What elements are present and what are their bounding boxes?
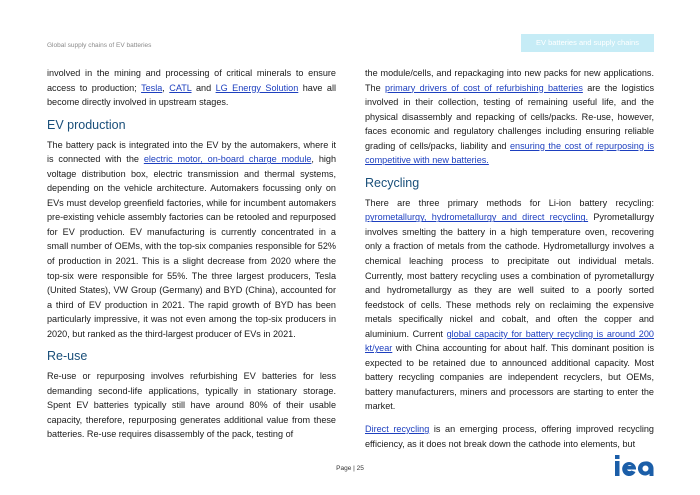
link-electric-motor[interactable]: electric motor, on-board charge module	[143, 154, 312, 165]
heading-recycling: Recycling	[365, 175, 420, 190]
page-number: Page | 25	[336, 465, 364, 472]
text-run: is an emerging process, offering improved recycling efficiency, as it does not break down the cathode into elements, but	[365, 424, 654, 449]
link-catl[interactable]: CATL	[169, 82, 192, 93]
link-direct-recycling[interactable]: Direct recycling	[365, 424, 430, 435]
logo-e	[622, 462, 636, 476]
text-run: The battery pack is integrated into the EV by the automakers, where it is connected with the	[47, 139, 336, 165]
left-paragraph-1	[47, 66, 336, 110]
heading-ev-production: EV production	[47, 117, 126, 132]
link-repurposing-cost-competitive[interactable]: ensuring the cost of repurposing is competitive with new batteries.	[365, 140, 654, 166]
logo-i-stem	[615, 461, 620, 476]
logo-a	[638, 461, 654, 476]
text-run: are the logistics involved in their collection, testing of remaining useful life, and the physical disassembly and repacking of cells/packs. Re-use, however, faces economic and regulatory challenges including ensuring reliable grading of cells/packs, liability and	[365, 82, 655, 151]
section-tag: EV batteries and supply chains	[521, 34, 654, 52]
left-paragraph-3: Re-use or repurposing involves refurbishing EV batteries for less demanding second-life applications, typically in stationary storage. Spent EV batteries typically still have around 80% of their usable capacity, therefore, repurposing generates additional value from these batteries. Re-use requires disassembly of the pack, testing of	[47, 371, 336, 440]
text-run: with China accounting for about half. This dominant position is expected to be retained due to announced additional capacity. Most battery recycling companies are independent recyclers, but OEMs, battery manufacturers, miners and processors are starting to enter the market.	[365, 343, 654, 412]
logo-dot	[615, 455, 620, 459]
link-cost-drivers-refurbishing[interactable]: primary drivers of cost of refurbishing batteries	[385, 82, 583, 93]
link-lg-energy-solution[interactable]: LG Energy Solution	[215, 82, 299, 93]
link-global-recycling-capacity[interactable]: global capacity for battery recycling is around 200 kt/year	[365, 328, 654, 354]
link-recycling-methods[interactable]: pyrometallurgy, hydrometallurgy and direct recycling.	[365, 212, 589, 223]
text-run: , high voltage distribution box, electric transmission and thermal systems, depending on the vehicle architecture. Automakers focussing only on EVs must develop greenfield factories, while for incumbent automakers pre-existing vehicle assembly factories can be retooled and repurposed for EV production. EV manufacturing is currently concentrated in a small number of OEMs, with the top-six companies responsible for 52% of production in 2021. This is a slight decrease from 2020 where the top-six were responsible for 55%. The three largest producers, Tesla (United States), VW Group (Germany) and BYD (China), accounted for a third of EV production in 2021. The rapid growth of BYD has been particularly impressive, it was not even among the top-six producers in 2020, but ranked as the third-largest producer of EVs in 2021.	[47, 154, 337, 339]
heading-re-use: Re-use	[47, 349, 88, 364]
running-header-title: Global supply chains of EV batteries	[47, 42, 152, 49]
right-paragraph-1	[365, 66, 654, 168]
iea-logo	[614, 455, 654, 477]
text-run: the module/cells, and repackaging into new packs for new applications. The	[365, 68, 654, 93]
right-paragraph-2	[365, 196, 654, 414]
text-run: ,	[162, 82, 170, 93]
right-paragraph-3	[365, 422, 654, 451]
text-run: There are three primary methods for Li-ion battery recycling:	[365, 197, 654, 208]
text-run: and	[191, 82, 216, 93]
text-run: Pyrometallurgy involves smelting the battery in a high temperature oven, recovering only a fraction of metals from the cathode. Hydrometallurgy involves a chemical leaching process to precipitate out individual metals. Currently, most battery recycling uses a combination of pyrometallurgy and hydrometallurgy as they are well suited to a poorly sorted feedstock of cells. These methods rely on reclaiming the expensive metals specifically nickel and cobalt, and often the copper and aluminium. Current	[365, 212, 654, 339]
text-run: involved in the mining and processing of critical minerals to ensure access to production;	[47, 68, 336, 93]
link-tesla[interactable]: Tesla	[141, 82, 163, 93]
right-column	[365, 66, 654, 459]
left-column	[47, 66, 336, 450]
text-run: have all become directly involved in upstream stages.	[47, 82, 337, 108]
left-paragraph-2	[47, 138, 336, 342]
